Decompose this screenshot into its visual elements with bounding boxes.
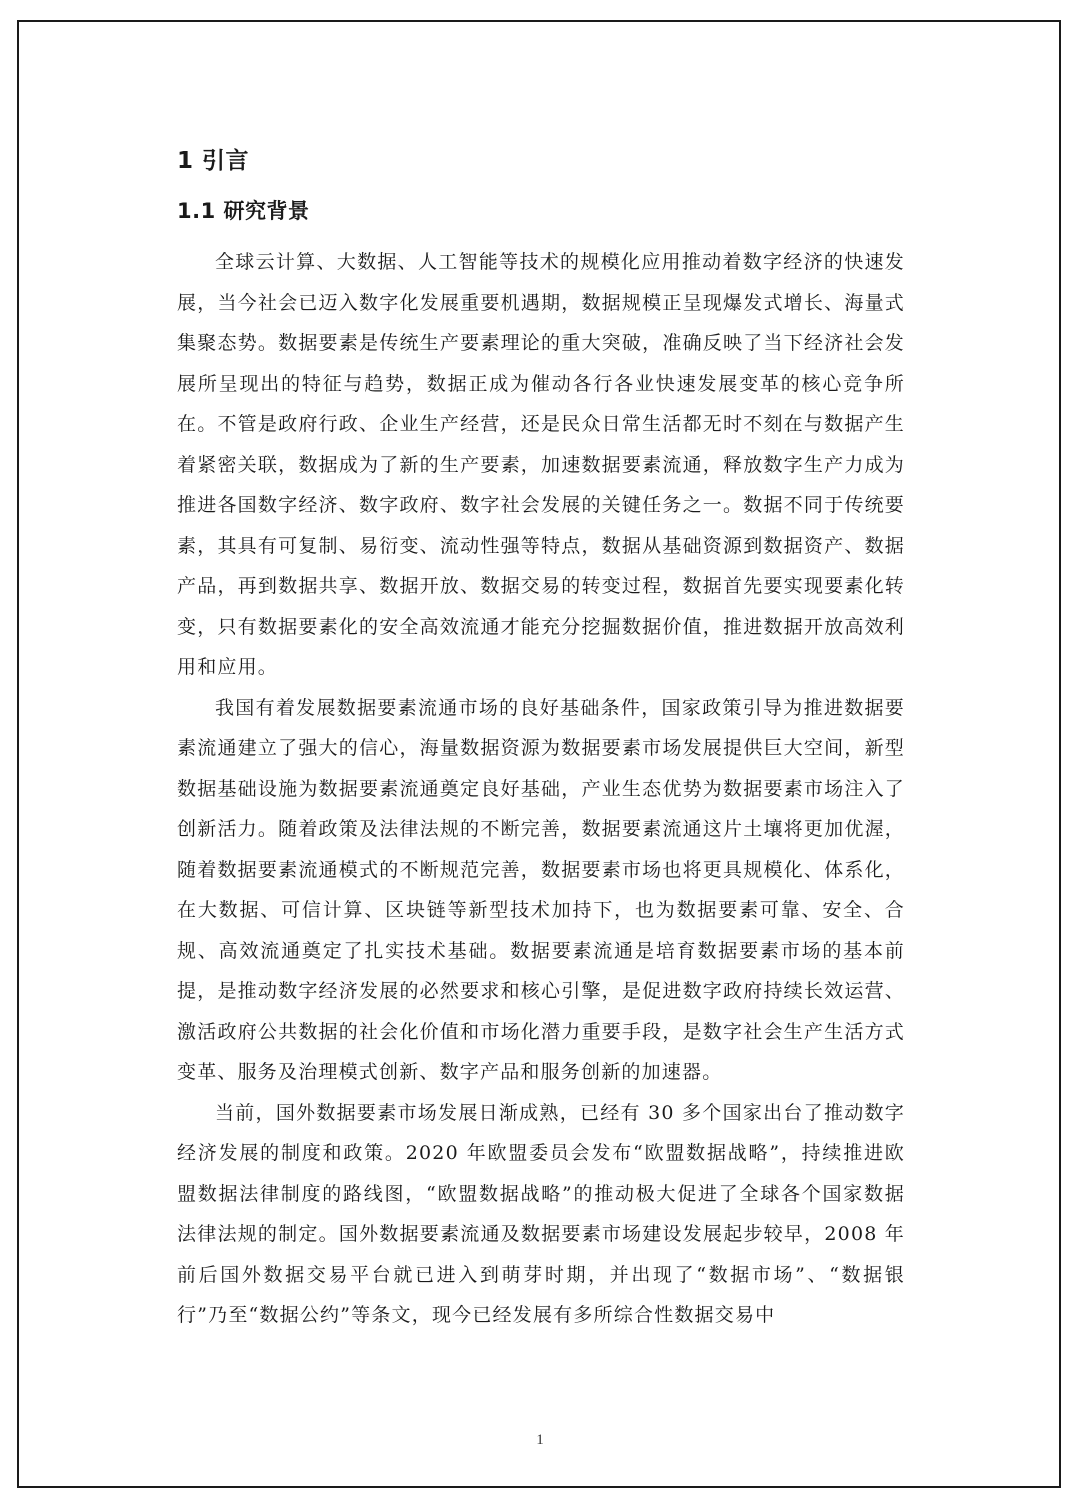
chapter-heading: 1 引言 bbox=[177, 148, 250, 174]
section-heading: 1.1 研究背景 bbox=[177, 199, 310, 223]
document-body bbox=[177, 142, 905, 1336]
paragraph-1: 全球云计算、大数据、人工智能等技术的规模化应用推动着数字经济的快速发展，当今社会已迈入数字化发展重要机遇期，数据规模正呈现爆发式增长、海量式集聚态势。数据要素是传统生产要素理论的重大突破，准确反映了当下经济社会发展所呈现出的特征与趋势，数据正成为催动各行各业快速发展变革的核心竞争所在。不管是政府行政、企业生产经营，还是民众日常生活都无时不刻在与数据产生着紧密关联，数据成为了新的生产要素，加速数据要素流通，释放数字生产力成为推进各国数字经济、数字政府、数字社会发展的关键任务之一。数据不同于传统要素，其具有可复制、易衍变、流动性强等特点，数据从基础资源到数据资产、数据产品，再到数据共享、数据开放、数据交易的转变过程，数据首先要实现要素化转变，只有数据要素化的安全高效流通才能充分挖掘数据价值，推进数据开放高效利用和应用。 bbox=[177, 251, 905, 678]
page-number: 1 bbox=[536, 1432, 544, 1448]
paragraph-2: 我国有着发展数据要素流通市场的良好基础条件，国家政策引导为推进数据要素流通建立了强大的信心，海量数据资源为数据要素市场发展提供巨大空间，新型数据基础设施为数据要素流通奠定良好基础，产业生态优势为数据要素市场注入了创新活力。随着政策及法律法规的不断完善，数据要素流通这片土壤将更加优渥，随着数据要素流通模式的不断规范完善，数据要素市场也将更具规模化、体系化，在大数据、可信计算、区块链等新型技术加持下，也为数据要素可靠、安全、合规、高效流通奠定了扎实技术基础。数据要素流通是培育数据要素市场的基本前提，是推动数字经济发展的必然要求和核心引擎，是促进数字政府持续长效运营、激活政府公共数据的社会化价值和市场化潜力重要手段，是数字社会生产生活方式变革、服务及治理模式创新、数字产品和服务创新的加速器。 bbox=[177, 696, 905, 1083]
paragraph-3: 当前，国外数据要素市场发展日渐成熟，已经有 30 多个国家出台了推动数字经济发展的制度和政策。2020 年欧盟委员会发布“欧盟数据战略”，持续推进欧盟数据法律制度的路线图，“欧盟数据战略”的推动极大促进了全球各个国家数据法律法规的制定。国外数据要素流通及数据要素市场建设发展起步较早，2008 年前后国外数据交易平台就已进入到萌芽时期，并出现了“数据市场”、“数据银行”乃至“数据公约”等条文，现今已经发展有多所综合性数据交易中 bbox=[177, 1101, 905, 1326]
